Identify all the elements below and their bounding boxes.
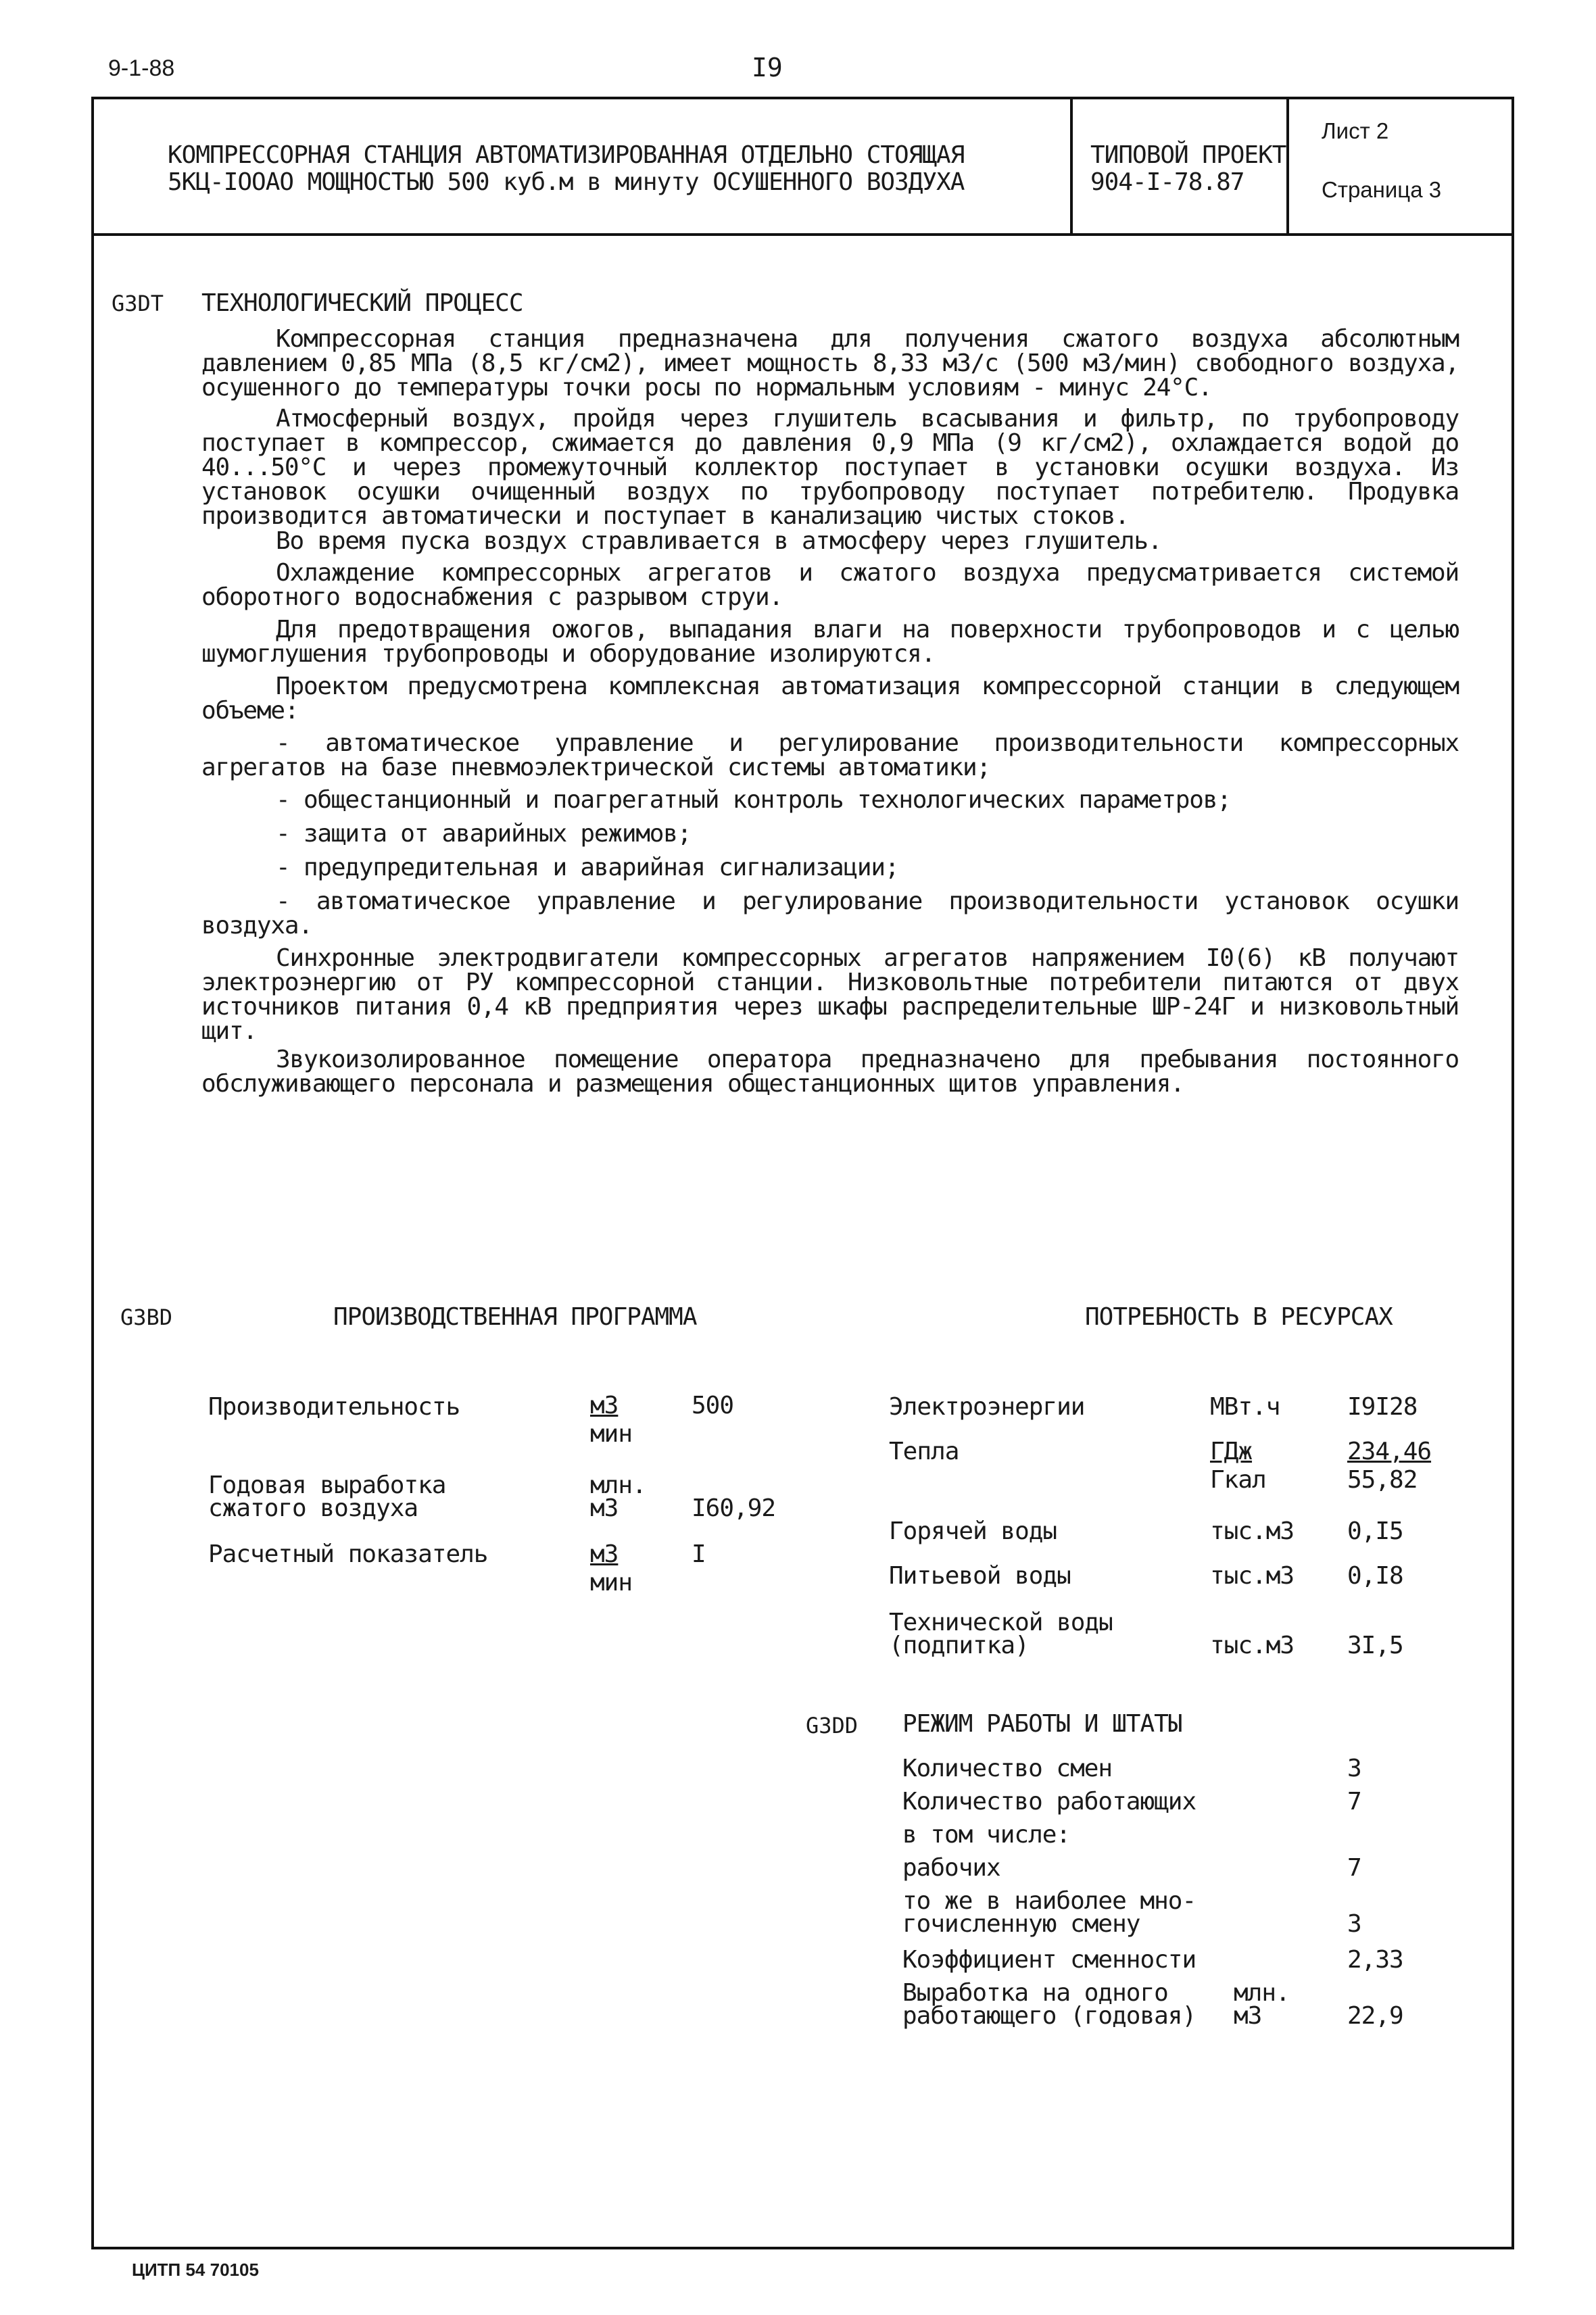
header-title bbox=[168, 142, 1046, 196]
resource-value: 0,I5 bbox=[1347, 1517, 1403, 1545]
header-vline-1 bbox=[1070, 97, 1073, 235]
program-unit: млн. bbox=[590, 1471, 646, 1499]
staff-label: Выработка на одного bbox=[902, 1979, 1168, 2007]
staff-unit: млн. bbox=[1234, 1979, 1290, 2007]
program-unit-num: м3 bbox=[590, 1392, 619, 1419]
resource-value: 55,82 bbox=[1347, 1466, 1418, 1494]
staff-section-code: G3DD bbox=[806, 1713, 859, 1738]
process-list-item: - общестанционный и поагрегатный контроль технологических параметров; bbox=[276, 786, 1231, 814]
process-paragraph: Проектом предусмотрена комплексная автоматизация компрессорной станции в следующем объеме: bbox=[201, 673, 1459, 725]
staff-section-title: РЕЖИМ РАБОТЫ И ШТАТЫ bbox=[902, 1710, 1182, 1738]
resource-label: Тепла bbox=[889, 1438, 959, 1465]
resource-label: Горячей воды bbox=[889, 1517, 1057, 1545]
program-unit-den: мин bbox=[590, 1420, 633, 1448]
program-value: I bbox=[692, 1540, 706, 1568]
program-unit-den: мин bbox=[590, 1569, 633, 1597]
process-paragraph: Охлаждение компрессорных агрегатов и сжатого воздуха предусматривается системой оборотного водоснабжения с разрывом струи. bbox=[201, 559, 1459, 611]
header-title-line1: КОМПРЕССОРНАЯ СТАНЦИЯ АВТОМАТИЗИРОВАННАЯ ОТДЕЛЬНО СТОЯЩАЯ bbox=[168, 141, 965, 169]
staff-label: в том числе: bbox=[902, 1821, 1071, 1849]
page-number: I9 bbox=[752, 53, 783, 82]
staff-value: 7 bbox=[1347, 1788, 1361, 1816]
resource-unit: Гкал bbox=[1210, 1466, 1266, 1494]
resource-label: Электроэнергии bbox=[889, 1393, 1085, 1421]
program-label: Расчетный показатель bbox=[208, 1540, 488, 1568]
header-divider bbox=[91, 233, 1514, 236]
bottom-stamp: ЦИТП 54 70105 bbox=[132, 2260, 259, 2280]
project-block bbox=[1090, 142, 1286, 196]
resource-unit: тыс.м3 bbox=[1210, 1632, 1295, 1659]
process-list-item: - предупредительная и аварийная сигнализации; bbox=[276, 854, 899, 881]
process-list-item: - автоматическое управление и регулирование производительности установок осушки воздуха. bbox=[201, 887, 1459, 940]
staff-value: 3 bbox=[1347, 1755, 1361, 1782]
process-list-item: - автоматическое управление и регулирование производительности компрессорных агрегатов на базе пневмоэлектрической системы автоматики; bbox=[201, 729, 1459, 781]
program-value: 500 bbox=[692, 1392, 734, 1419]
process-list-item: - защита от аварийных режимов; bbox=[276, 820, 692, 848]
resource-value: 234,46 bbox=[1347, 1438, 1432, 1465]
header-title-line2: 5КЦ-IOOAO МОЩНОСТЬЮ 500 куб.м в минуту ОСУШЕННОГО ВОЗДУХА bbox=[168, 168, 965, 196]
resources-section-title: ПОТРЕБНОСТЬ В РЕСУРСАХ bbox=[1085, 1303, 1393, 1331]
sheet-number: Лист 2 bbox=[1322, 118, 1389, 143]
staff-value: 22,9 bbox=[1347, 2002, 1403, 2030]
resource-value: 0,I8 bbox=[1347, 1562, 1403, 1590]
resource-label: Технической воды bbox=[889, 1609, 1113, 1636]
program-label: Годовая выработка bbox=[208, 1471, 446, 1499]
resource-unit: тыс.м3 bbox=[1210, 1562, 1295, 1590]
project-number: 904-I-78.87 bbox=[1090, 168, 1244, 196]
staff-label: работающего (годовая) bbox=[902, 2002, 1196, 2030]
process-paragraph: Компрессорная станция предназначена для получения сжатого воздуха абсолютным давлением 0,85 МПа (8,5 кг/см2), имеет мощность 8,33 м3/с (500 м3/мин) свободного воздуха, осушенного до температуры точки росы по нормальным условиям - минус 24°С. bbox=[201, 325, 1459, 401]
resource-unit: МВт.ч bbox=[1210, 1393, 1280, 1421]
staff-label: Количество работающих bbox=[902, 1788, 1196, 1816]
resource-value: I9I28 bbox=[1347, 1393, 1418, 1421]
staff-label: рабочих bbox=[902, 1854, 1000, 1882]
process-paragraph: Атмосферный воздух, пройдя через глушитель всасывания и фильтр, по трубопроводу поступает в компрессор, сжимается до давления 0,9 МПа (9 кг/см2), охлаждается водой до 40...50°С и через промежуточный коллектор поступает в установки осушки воздуха. Из установок осушки очищенный воздух по трубопроводу поступает потребителю. Продувка производится автоматически и поступает в канализацию чистых стоков. bbox=[201, 405, 1459, 530]
program-label: сжатого воздуха bbox=[208, 1494, 418, 1522]
staff-value: 2,33 bbox=[1347, 1946, 1403, 1974]
resource-unit: ГДж bbox=[1210, 1438, 1253, 1465]
resource-value: 3I,5 bbox=[1347, 1632, 1403, 1659]
program-unit-num: м3 bbox=[590, 1540, 619, 1568]
program-label: Производительность bbox=[208, 1393, 460, 1421]
process-paragraph: Во время пуска воздух стравливается в атмосферу через глушитель. bbox=[276, 527, 1162, 555]
header-vline-2 bbox=[1286, 97, 1289, 235]
staff-value: 3 bbox=[1347, 1910, 1361, 1938]
project-label: ТИПОВОЙ ПРОЕКТ bbox=[1090, 141, 1286, 169]
resource-label: Питьевой воды bbox=[889, 1562, 1071, 1590]
staff-label: Количество смен bbox=[902, 1755, 1113, 1782]
staff-label: то же в наиболее мно- bbox=[902, 1887, 1196, 1915]
staff-value: 7 bbox=[1347, 1854, 1361, 1882]
staff-unit: м3 bbox=[1234, 2002, 1262, 2030]
resource-label: (подпитка) bbox=[889, 1632, 1029, 1659]
program-section-code: G3BD bbox=[120, 1305, 173, 1330]
process-paragraph: Звукоизолированное помещение оператора предназначено для пребывания постоянного обслуживающего персонала и размещения общестанционных щитов управления. bbox=[201, 1046, 1459, 1098]
staff-label: Коэффициент сменности bbox=[902, 1946, 1196, 1974]
process-paragraph: Синхронные электродвигатели компрессорных агрегатов напряжением I0(6) кВ получают электроэнергию от РУ компрессорной станции. Низковольтные потребители питаются от двух источников питания 0,4 кВ предприятия через шкафы распределительные ШР-24Г и низковольтный щит. bbox=[201, 944, 1459, 1045]
process-paragraph: Для предотвращения ожогов, выпадания влаги на поверхности трубопроводов и с целью шумоглушения трубопроводы и оборудование изолируются. bbox=[201, 616, 1459, 668]
resource-unit: тыс.м3 bbox=[1210, 1517, 1295, 1545]
process-section-code: G3DT bbox=[112, 291, 164, 316]
program-section-title: ПРОИЗВОДСТВЕННАЯ ПРОГРАММА bbox=[333, 1303, 697, 1331]
staff-label: гочисленную смену bbox=[902, 1910, 1140, 1938]
document-code: 9-1-88 bbox=[108, 55, 175, 81]
program-unit: м3 bbox=[590, 1494, 619, 1522]
process-section-title: ТЕХНОЛОГИЧЕСКИЙ ПРОЦЕСС bbox=[201, 289, 523, 317]
page-label: Страница 3 bbox=[1322, 177, 1442, 202]
program-value: I60,92 bbox=[692, 1494, 776, 1522]
